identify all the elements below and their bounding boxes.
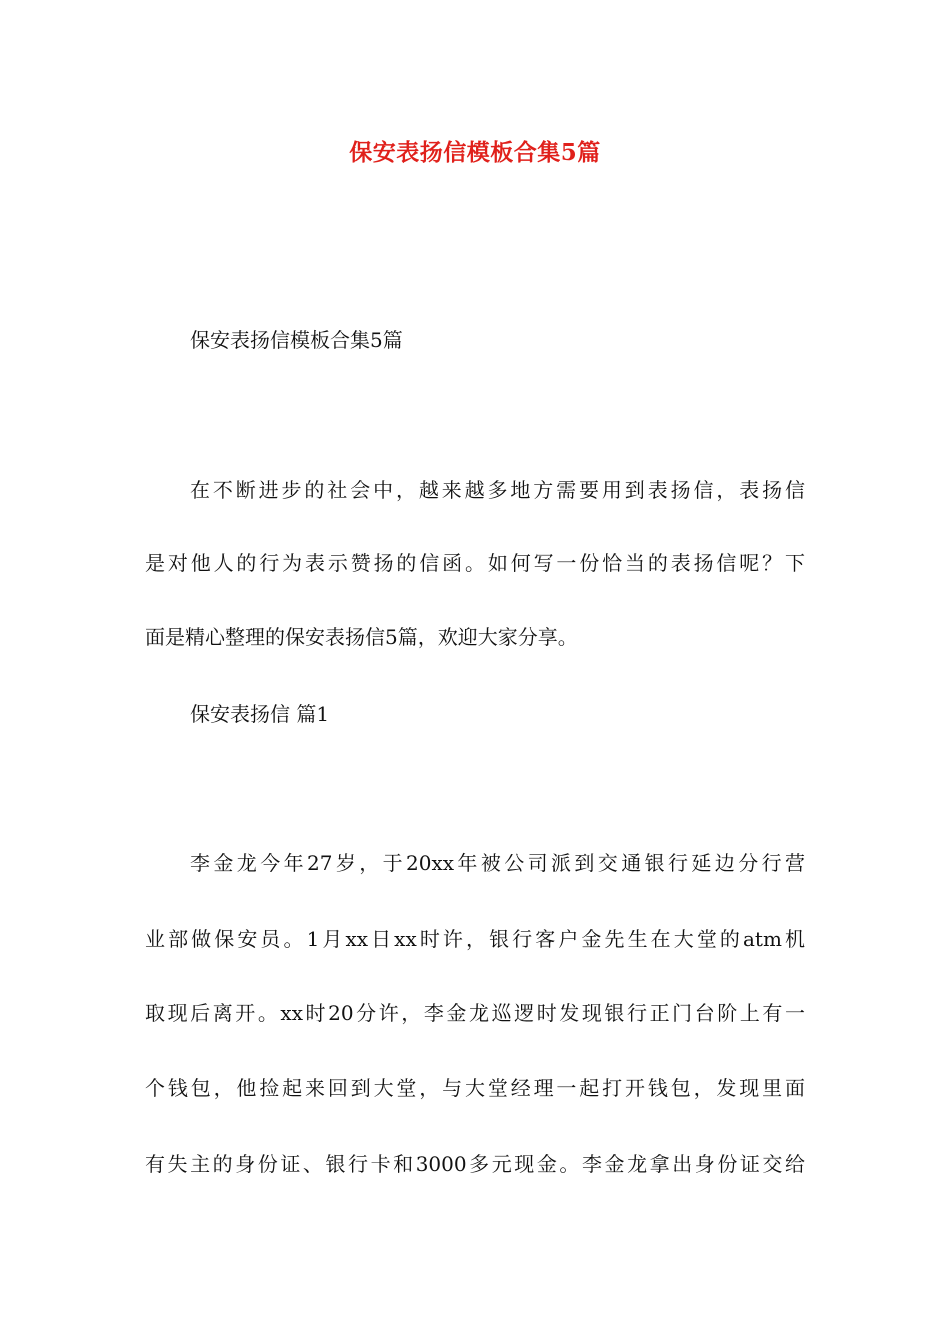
paragraph-line: 有失主的身份证、银行卡和3000多元现金。李金龙拿出身份证交给 (145, 1152, 805, 1176)
paragraph-line: 在不断进步的社会中，越来越多地方需要用到表扬信，表扬信 (190, 478, 805, 502)
document-subtitle: 保安表扬信模板合集5篇 (190, 328, 403, 352)
paragraph-line: 取现后离开。xx时20分许，李金龙巡逻时发现银行正门台阶上有一 (145, 1001, 805, 1025)
paragraph-line: 业部做保安员。1月xx日xx时许，银行客户金先生在大堂的atm机 (145, 927, 805, 951)
paragraph-line: 李金龙今年27岁，于20xx年被公司派到交通银行延边分行营 (190, 851, 805, 875)
paragraph-line: 面是精心整理的保安表扬信5篇，欢迎大家分享。 (145, 625, 578, 649)
section-heading: 保安表扬信 篇1 (190, 702, 330, 726)
paragraph-line: 个钱包，他捡起来回到大堂，与大堂经理一起打开钱包，发现里面 (145, 1076, 805, 1100)
document-title: 保安表扬信模板合集5篇 (349, 139, 601, 166)
paragraph-line: 是对他人的行为表示赞扬的信函。如何写一份恰当的表扬信呢？下 (145, 551, 805, 575)
